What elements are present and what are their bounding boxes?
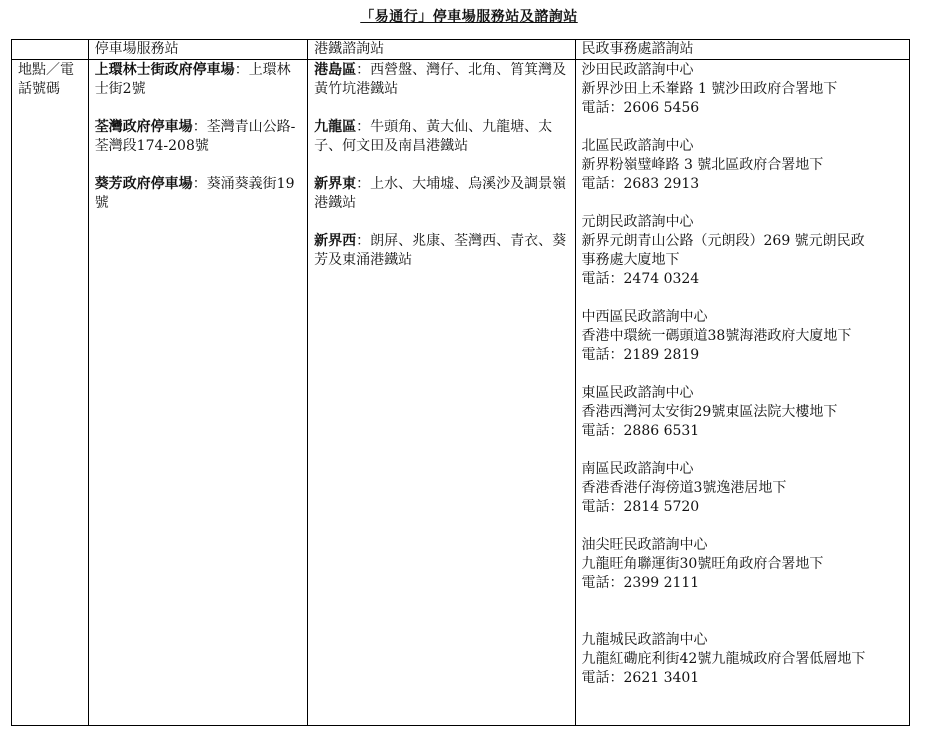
center-address: 新界粉嶺璧峰路 3 號北區政府合署地下 <box>581 157 824 173</box>
parking-detail: 荃灣青山公路-荃灣段174-208號 <box>94 119 296 154</box>
center-phone: 電話：2399 2111 <box>581 575 700 591</box>
home-affairs-entry <box>582 61 904 118</box>
row-label-text: 地點／電話號碼 <box>18 62 74 97</box>
center-phone: 電話：2886 6531 <box>581 423 700 439</box>
mtr-cell <box>308 60 575 726</box>
center-name: 油尖旺民政諮詢中心 <box>581 537 708 553</box>
center-name: 元朗民政諮詢中心 <box>581 214 694 230</box>
home-affairs-cell <box>575 60 910 726</box>
home-affairs-entry <box>582 384 904 441</box>
center-address: 九龍紅磡庇利街42號九龍城政府合署低層地下 <box>581 651 866 667</box>
center-address: 新界元朗青山公路（元朗段）269 號元朗民政 <box>581 233 865 249</box>
mtr-entry <box>314 232 568 270</box>
parking-name: 葵芳政府停車場 <box>94 176 193 192</box>
mtr-sep: ： <box>356 233 371 249</box>
mtr-region: 新界西 <box>314 233 357 249</box>
center-address: 事務處大廈地下 <box>581 252 680 268</box>
parking-cell <box>88 60 307 726</box>
parking-name: 上環林士街政府停車場 <box>94 62 235 78</box>
row-label <box>12 60 89 726</box>
mtr-region: 港島區 <box>314 62 357 78</box>
header-blank <box>12 40 89 60</box>
header-mtr: 港鐵諮詢站 <box>308 40 575 60</box>
home-affairs-entry <box>582 213 904 289</box>
mtr-region: 新界東 <box>314 176 357 192</box>
parking-detail: 葵涌葵義街19號 <box>94 176 295 211</box>
mtr-sep: ： <box>356 176 371 192</box>
home-affairs-entry <box>582 631 904 688</box>
center-address: 九龍旺角聯運街30號旺角政府合署地下 <box>581 556 824 572</box>
locations-table <box>11 39 910 726</box>
mtr-entry <box>314 61 568 99</box>
home-affairs-entry <box>582 308 904 365</box>
center-phone: 電話：2621 3401 <box>581 670 700 686</box>
mtr-sep: ： <box>356 62 371 78</box>
home-affairs-entry <box>582 536 904 593</box>
mtr-entry <box>314 118 568 156</box>
parking-sep: ： <box>234 62 249 78</box>
parking-entry <box>95 61 301 99</box>
center-phone: 電話：2606 5456 <box>581 100 700 116</box>
center-name: 九龍城民政諮詢中心 <box>581 632 708 648</box>
header-row <box>12 40 910 60</box>
parking-entry <box>95 118 301 156</box>
home-affairs-entry <box>582 137 904 194</box>
center-address: 香港中環統一碼頭道38號海港政府大廈地下 <box>581 328 852 344</box>
mtr-detail: 西營盤、灣仔、北角、筲箕灣及黃竹坑港鐵站 <box>314 62 567 97</box>
center-name: 北區民政諮詢中心 <box>581 138 694 154</box>
mtr-detail: 上水、大埔墟、烏溪沙及調景嶺港鐵站 <box>314 176 567 211</box>
page-title: 「易通行」停車場服務站及諮詢站 <box>360 9 578 25</box>
center-phone: 電話：2814 5720 <box>581 499 700 515</box>
center-name: 沙田民政諮詢中心 <box>581 62 694 78</box>
home-affairs-entry <box>582 460 904 517</box>
parking-entry <box>95 175 301 213</box>
parking-detail: 上環林士街2號 <box>94 62 291 97</box>
mtr-region: 九龍區 <box>314 119 357 135</box>
header-home-affairs: 民政事務處諮詢站 <box>575 40 910 60</box>
center-name: 東區民政諮詢中心 <box>581 385 694 401</box>
mtr-detail: 牛頭角、黃大仙、九龍塘、太子、何文田及南昌港鐵站 <box>314 119 553 154</box>
body-row <box>12 60 910 726</box>
center-address: 新界沙田上禾輋路 1 號沙田政府合署地下 <box>581 81 838 97</box>
center-phone: 電話：2474 0324 <box>581 271 700 287</box>
center-phone: 電話：2189 2819 <box>581 347 700 363</box>
parking-sep: ： <box>192 119 207 135</box>
header-parking: 停車場服務站 <box>88 40 307 60</box>
center-name: 中西區民政諮詢中心 <box>581 309 708 325</box>
mtr-entry <box>314 175 568 213</box>
center-address: 香港香港仔海傍道3號逸港居地下 <box>581 480 787 496</box>
center-address: 香港西灣河太安街29號東區法院大樓地下 <box>581 404 838 420</box>
center-name: 南區民政諮詢中心 <box>581 461 694 477</box>
parking-sep: ： <box>192 176 207 192</box>
parking-name: 荃灣政府停車場 <box>94 119 193 135</box>
mtr-detail: 朗屏、兆康、荃灣西、青衣、葵芳及東涌港鐵站 <box>314 233 567 268</box>
mtr-sep: ： <box>356 119 371 135</box>
center-phone: 電話：2683 2913 <box>581 176 700 192</box>
